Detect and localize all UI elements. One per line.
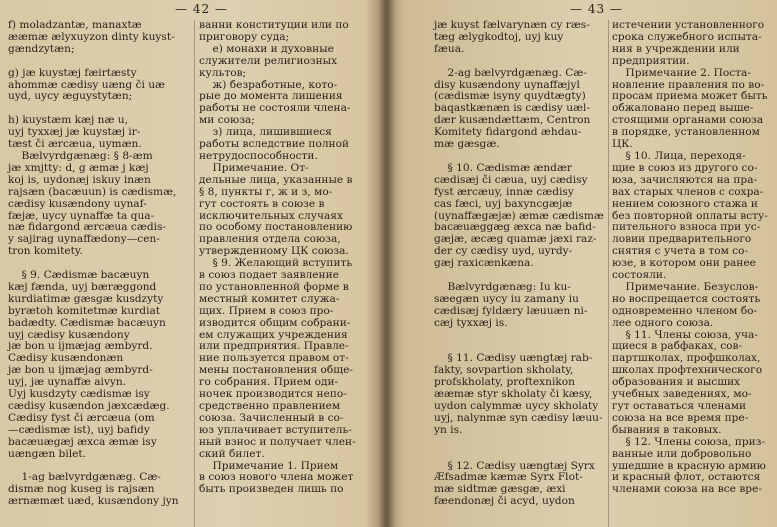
- ossetian-text-column: jæ kuyst fælvarynæn cy ræs- tæg ælygkodtoj, uyj kuy fæua. 2-ag bælvyrdgænæg. Cæ- disy kusændony uynaffæjyl (cædismæ isyny quydtægty) baqastkænæn is cædisy uæl- dær kusændættæm, Centron Komitety fidargond æhdau- mæ gæsgæ. § 10. Cædismæ ændær cædisæj či cæua, uyj cædisy fyst ærcæuy, innæ cædisy cas fæci, uyj baxyncgæjæ (uynaffægæjæ) æmæ cædismæ bacæuæggæg æxca næ bafid- gæjæ, æcæg quamæ jæxi raz- der cy cædisy uyd, uyrdy- gæj raxicænkæna. Bælvyrdgænæg: Iu ku- sæegæn uycy iu zamany iu cædisæj fyldæry læuuæn ni- cæj tyxxæj is. § 11. Cædisy uængtæj rab- fakty, sovpartion skholaty, profskholaty, proftexnikon ææmæ styr skholaty či kæsy, uydon calymmæ uycy skholaty uyj, nalynmæ syn cædisy læuu- yn is. § 12. Cædisy uængtæj Syrx Æfsadmæ kæmæ Syrx Flot- mæ sidtmæ gæsgæ, æxi fæendonæj či acyd, uydon: [434, 19, 604, 508]
- russian-text-column: истечении установленного срока служебного испыта- ния в учреждении или предприятии. Примечание 2. Поста- новление правления по во- просам приема может быть обжаловано перед выше- стоящими органами союза в порядке, установленном ЦК. § 10. Лица, переходя- щие в союз из другого со- юза, зачисляются на пра- вах старых членов с сохра- нением союзного стажа и без повторной оплаты всту- пительного взноса при ус- ловии предварительного снятия с учета в том со- юзе, в котором они ранее состояли. Примечание. Безуслов- но воспрещается состоять одновременно членом бо- лее одного союза. § 11. Члены союза, уча- щиеся в рабфаках, сов- партшколах, профшколах, школах профтехнического образования и высших учебных заведениях, мо- гут оставаться членами союза на все время пре- бывания в таковых. § 12. Члены союза, приз- ванные или добровольно ушедшие в красную армию и красный флот, остаются членами союза на все вре-: [612, 19, 768, 496]
- ossetian-text-column: f) moladzantæ, manaxtæ ææmæ ælyxuyzon dinty kuyst- gændzytæn; g) jæ kuystæj fæirtæsty ahommæ cædisy uæng či uæ uyd, uycy æguystytæn; h) kuystæm kæj næ u, uyj tyxxæj jæ kuystæj ir- tæst či ærcæua, uymæn. Bælvyrdgænæg: § 8-æm jæ xmjtty: d, g æmæ j kæj koj is, uydonæj iskuy inæn rajsæn (bacæuun) is cædismæ, cædisy kusændony uynaf- fæjæ, uycy uynaffæ ta qua- næ fidargond ærcæua cædis- y sajirag uynaffædony—cen- tron komitety. § 9. Cædismæ bacæuyn kæj fænda, uyj bæræggond kurdiatimæ gæsgæ kusdzyty byrætoh komitetmæ kurdiat badædty. Cædismæ bacæuyn uyj cædisy kusændony jæ bon u ijmæjag æmbyrd. Cædisy kusændonæn jæ bon u ijmæjag æmbyrd- uyj, jæ uynaffæ aivyn. Uyj kusdzyty cædismæ isy cædisy kusændon jæxcædæg. Cædisy fyst či ærcæua (om —cædismæ ist), uyj bafidy bacæuægæj æxca æmæ isy uængæn bilet. 1-ag bælvyrdgænæg. Cæ- dismæ nog kuseg is rajsæn ærnæmæt uæd, kusændony jyn: [8, 19, 179, 508]
- page-number: — 42 —: [175, 2, 228, 16]
- russian-text-column: ванни конституции или по приговору суда; е) монахи и духовные служители религиозных культов; ж) безработные, кото- рые до момента лишения работы не состояли члена- ми союза; з) лица, лишившиеся работы вследствие полной нетрудоспособности. Примечание. От- дельные лица, указанные в § 8, пункты г, ж и з, мо- гут состоять в союзе в исключительных случаях по особому постановлению правления отдела союза, утвержденному ЦК союза. § 9. Желающий вступить в союз подает заявление по установленной форме в местный комитет служа- щих. Прием в союз про- изводится общим собрани- ем служащих учреждения или предприятия. Правле- ние пользуется правом от- мены постановления обще- го собрания. Прием оди- ночек производится непо- средственно правлением союза. Зачисленный в со- юз уплачивает вступитель- ный взнос и получает член- ский билет. Примечание 1. Прием в союз нового члена может быть произведен лишь по: [199, 19, 356, 496]
- column-divider: [194, 20, 195, 527]
- page-number: — 43 —: [570, 2, 623, 16]
- column-divider: [608, 20, 609, 527]
- right-page: [390, 0, 777, 527]
- left-page: [0, 0, 382, 527]
